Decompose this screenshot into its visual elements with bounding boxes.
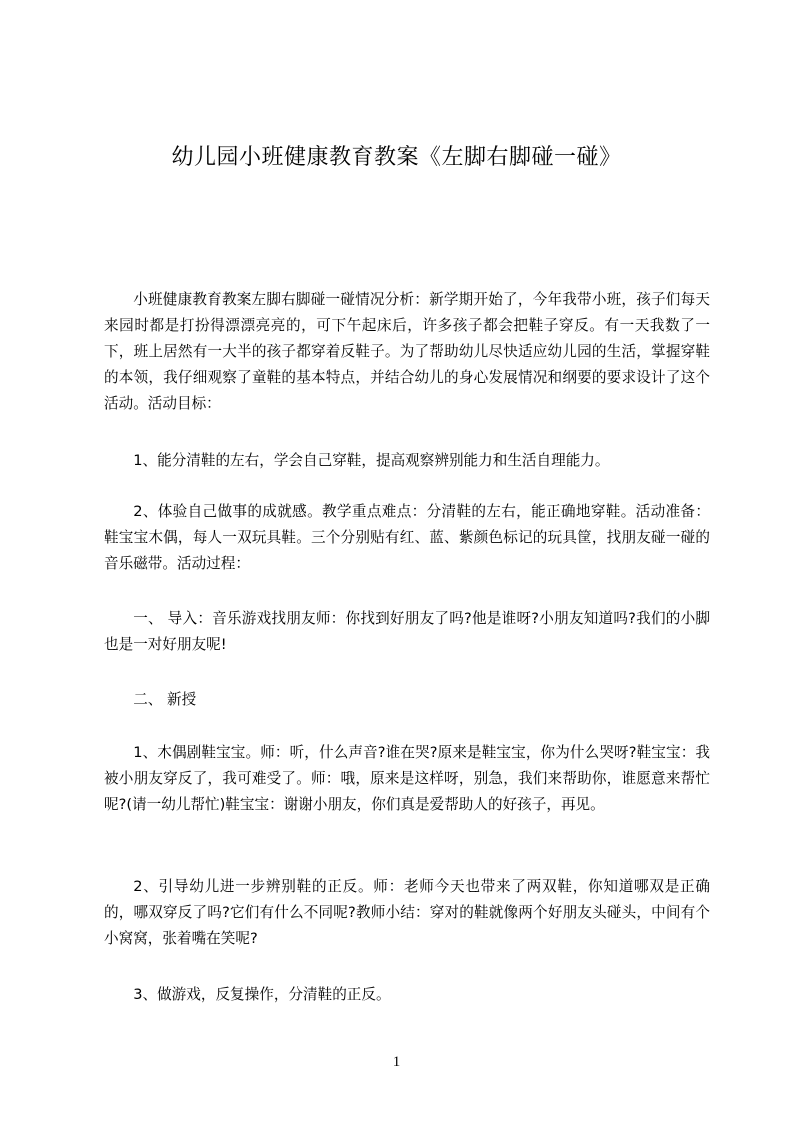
document-title: 幼儿园小班健康教育教案《左脚右脚碰一碰》 [171, 145, 622, 170]
paragraph-goal-1: 1、能分清鞋的左右，学会自己穿鞋，提高观察辨别能力和生活自理能力。 [133, 452, 610, 469]
paragraph-step-new: 二、 新授 [133, 691, 197, 708]
paragraph-step-game: 3、做游戏，反复操作，分清鞋的正反。 [133, 986, 391, 1003]
paragraph-situation-analysis: 小班健康教育教案左脚右脚碰一碰情况分析：新学期开始了，今年我带小班，孩子们每天来园时都是打扮得漂漂亮亮的，可下午起床后，许多孩子都会把鞋子穿反。有一天我数了一下，班上居然有一大半的孩子都穿着反鞋子。为了帮助幼儿尽快适应幼儿园的生活，掌握穿鞋的本领，我仔细观察了童鞋的基本特点，并结合幼儿的身心发展情况和纲要的要求设计了这个活动。活动目标： [104, 291, 710, 412]
page-number: 1 [392, 1054, 401, 1070]
paragraph-step-intro: 一、 导入：音乐游戏找朋友师：你找到好朋友了吗?他是谁呀?小朋友知道吗?我们的小脚也是一对好朋友呢! [104, 610, 710, 653]
paragraph-goal-2: 2、体验自己做事的成就感。教学重点难点：分清鞋的左右，能正确地穿鞋。活动准备：鞋宝宝木偶，每人一双玩具鞋。三个分别贴有红、蓝、紫颜色标记的玩具筐，找朋友碰一碰的音乐磁带。活动过程： [104, 503, 710, 572]
paragraph-step-puppet: 1、木偶剧鞋宝宝。师：听，什么声音?谁在哭?原来是鞋宝宝，你为什么哭呀?鞋宝宝：我被小朋友穿反了，我可难受了。师：哦，原来是这样呀，别急，我们来帮助你，谁愿意来帮忙呢?(请一幼儿帮忙)鞋宝宝：谢谢小朋友，你们真是爱帮助人的好孩子，再见。 [104, 744, 710, 813]
paragraph-step-distinguish: 2、引导幼儿进一步辨别鞋的正反。师：老师今天也带来了两双鞋，你知道哪双是正确的，哪双穿反了吗?它们有什么不同呢?教师小结：穿对的鞋就像两个好朋友头碰头，中间有个小窝窝，张着嘴在笑呢? [104, 878, 710, 947]
